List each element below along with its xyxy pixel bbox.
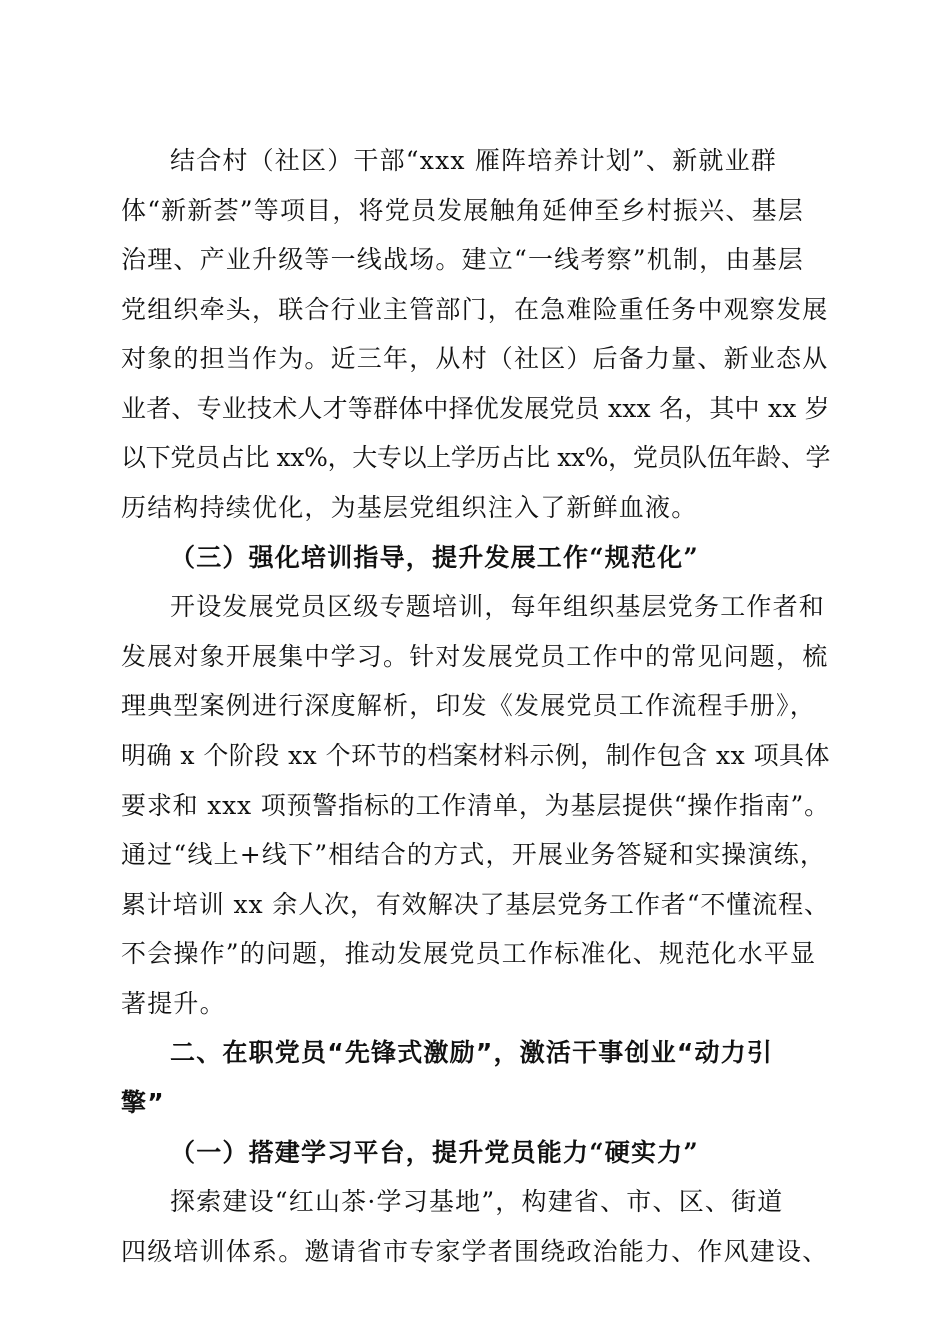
paragraph-line: 历结构持续优化，为基层党组织注入了新鲜血液。	[121, 493, 698, 522]
paragraph-line: 理典型案例进行深度解析，印发《发展党员工作流程手册》，	[121, 691, 816, 720]
paragraph-line: 通过“线上+线下”相结合的方式，开展业务答疑和实操演练，	[121, 840, 827, 869]
paragraph-line: 业者、专业技术人才等群体中择优发展党员 xxx 名，其中 xx 岁	[121, 394, 830, 423]
paragraph-line: 不会操作”的问题，推动发展党员工作标准化、规范化水平显	[121, 939, 817, 968]
paragraph-line: 四级培训体系。邀请省市专家学者围绕政治能力、作风建设、	[121, 1237, 829, 1266]
paragraph-line: 明确 x 个阶段 xx 个环节的档案材料示例，制作包含 xx 项具体	[121, 741, 830, 770]
paragraph-line: 结合村（社区）干部“xxx 雁阵培养计划”、新就业群	[170, 146, 778, 175]
paragraph-line: 开设发展党员区级专题培训，每年组织基层党务工作者和	[170, 592, 826, 621]
section-heading-continued: 擎”	[121, 1088, 165, 1117]
paragraph-line: 以下党员占比 xx%，大专以上学历占比 xx%，党员队伍年龄、学	[121, 443, 831, 472]
paragraph-line: 著提升。	[121, 989, 226, 1018]
paragraph-line: 体“新新荟”等项目，将党员发展触角延伸至乡村振兴、基层	[121, 196, 804, 225]
paragraph-line: 对象的担当作为。近三年，从村（社区）后备力量、新业态从	[121, 344, 829, 373]
section-heading: 二、在职党员“先锋式激励”，激活干事创业“动力引	[170, 1038, 774, 1067]
section-subheading: （三）强化培训指导，提升发展工作“规范化”	[170, 543, 699, 572]
paragraph-line: 探索建设“红山茶·学习基地”，构建省、市、区、街道	[170, 1187, 784, 1216]
paragraph-line: 发展对象开展集中学习。针对发展党员工作中的常见问题，梳	[121, 642, 829, 671]
paragraph-line: 累计培训 xx 余人次，有效解决了基层党务工作者“不懂流程、	[121, 890, 830, 919]
paragraph-line: 治理、产业升级等一线战场。建立“一线考察”机制，由基层	[121, 245, 804, 274]
paragraph-line: 要求和 xxx 项预警指标的工作清单，为基层提供“操作指南”。	[121, 791, 830, 820]
section-subheading: （一）搭建学习平台，提升党员能力“硬实力”	[170, 1138, 699, 1167]
paragraph-line: 党组织牵头，联合行业主管部门，在急难险重任务中观察发展	[121, 295, 829, 324]
